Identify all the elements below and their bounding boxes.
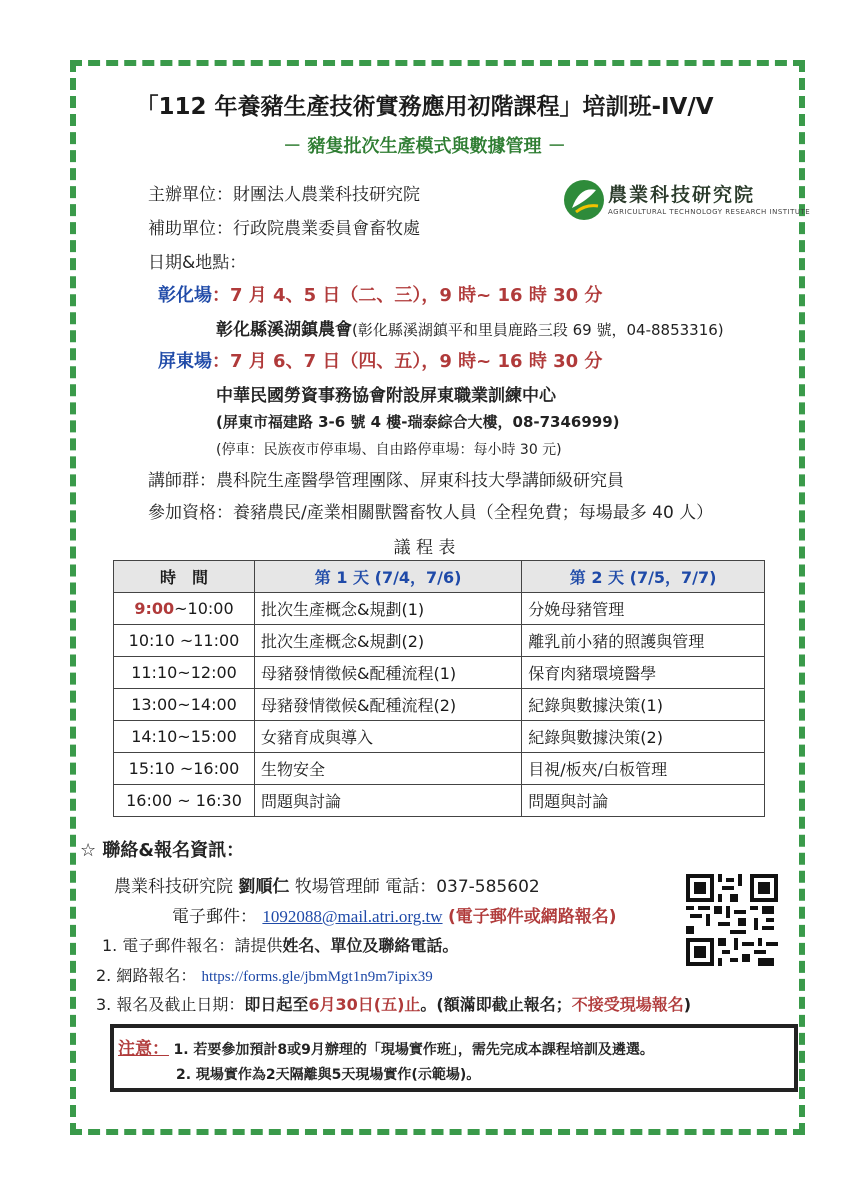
organizer-line: [148, 180, 420, 205]
agenda-title: 議 程 表: [393, 538, 456, 558]
contact-heading: ☆ 聯絡&報名資訊：: [80, 840, 245, 861]
day1-cell: 生物安全: [255, 753, 522, 785]
table-row: [114, 721, 765, 753]
day2-cell: 目視/板夾/白板管理: [522, 753, 765, 785]
notice-line-1: [118, 1034, 654, 1059]
agenda-header-row: [114, 561, 765, 593]
table-row: [114, 625, 765, 657]
changhua-place-detail: (彰化縣溪湖鎮平和里員鹿路三段 69 號，04-8853316): [352, 321, 724, 339]
email-link[interactable]: 1092088@mail.atri.org.tw: [262, 907, 443, 926]
page-subtitle: － 豬隻批次生產模式與數據管理 －: [283, 136, 566, 157]
notice-item-1: 1. 若要參加預計8或9月辦理的「現場實作班」，需先完成本課程培訓及遴選。: [173, 1042, 654, 1058]
eligibility-value: 養豬農民/產業相關獸醫畜牧人員（全程免費；每場最多 40 人）: [233, 503, 714, 523]
signup-item-2: 2. 網路報名： https://forms.gle/jbmMgt1n9m7ipix39: [96, 966, 433, 985]
contact-person: 劉順仁: [238, 877, 290, 897]
time-cell: 11:10~12:00: [114, 657, 255, 689]
atri-logo: [562, 178, 811, 222]
contact-email-line: 電子郵件： 1092088@mail.atri.org.tw (電子郵件或網路報名): [172, 907, 617, 927]
date-place-label: 日期&地點：: [148, 253, 247, 273]
table-row: [114, 689, 765, 721]
table-row: [114, 753, 765, 785]
lecturers-value: 農科院生產醫學管理團隊、屏東科技大學講師級研究員: [216, 471, 624, 491]
email-note: (電子郵件或網路報名): [447, 907, 617, 927]
page-title: 「112 年養豬生產技術實務應用初階課程」培訓班-IV/V: [135, 94, 714, 120]
contact-phone: 電話：037-585602: [385, 877, 540, 897]
time-cell: 14:10~15:00: [114, 721, 255, 753]
day1-cell: 母豬發情徵候&配種流程(1): [255, 657, 522, 689]
day1-cell: 批次生產概念&規劃(1): [255, 593, 522, 625]
contact-person-line: 農業科技研究院 劉順仁 牧場管理師 電話：037-585602: [114, 877, 540, 897]
notice-item-2: 2. 現場實作為2天隔離與5天現場實作(示範場)。: [176, 1067, 481, 1083]
eligibility-line: [148, 498, 713, 523]
lecturers-line: [148, 466, 624, 491]
time-cell: 16:00 ~ 16:30: [114, 785, 255, 817]
day2-cell: 問題與討論: [522, 785, 765, 817]
co-organizer-line: [148, 214, 420, 239]
pingtung-schedule-text: ：7 月 6、7 日（四、五），9 時~ 16 時 30 分: [212, 351, 603, 372]
logo-name: 農業科技研究院: [608, 184, 756, 206]
table-row: [114, 785, 765, 817]
logo-subtitle: AGRICULTURAL TECHNOLOGY RESEARCH INSTITUTE: [608, 208, 811, 216]
organizer-value: 財團法人農業科技研究院: [233, 185, 420, 205]
day2-cell: 離乳前小豬的照護與管理: [522, 625, 765, 657]
time-cell: 13:00~14:00: [114, 689, 255, 721]
time-cell: 15:10 ~16:00: [114, 753, 255, 785]
day1-cell: 問題與討論: [255, 785, 522, 817]
header-day2: 第 2 天 (7/5，7/7): [522, 561, 765, 593]
organizer-label: 主辦單位：: [148, 185, 233, 205]
header-day1: 第 1 天 (7/4，7/6): [255, 561, 522, 593]
table-row: [114, 593, 765, 625]
star-icon: ☆: [80, 840, 97, 861]
day1-cell: 批次生產概念&規劃(2): [255, 625, 522, 657]
day2-cell: 保育肉豬環境醫學: [522, 657, 765, 689]
signup-form-link[interactable]: https://forms.gle/jbmMgt1n9m7ipix39: [201, 969, 433, 985]
changhua-place-name: 彰化縣溪湖鎮農會: [216, 320, 352, 340]
day2-cell: 紀錄與數據決策(2): [522, 721, 765, 753]
changhua-schedule: [158, 281, 602, 307]
signup-item-3: 3. 報名及截止日期：即日起至6月30日(五)止。(額滿即截止報名；不接受現場報名): [96, 995, 692, 1014]
pingtung-parking: (停車：民族夜市停車場、自由路停車場：每小時 30 元): [216, 442, 562, 458]
header-time: 時 間: [114, 561, 255, 593]
table-row: [114, 657, 765, 689]
day1-cell: 女豬育成與導入: [255, 721, 522, 753]
pingtung-place-name: 中華民國勞資事務協會附設屏東職業訓練中心: [216, 386, 556, 406]
time-cell: 9:00~10:00: [114, 593, 255, 625]
signup-item-1: 1. 電子郵件報名：請提供姓名、單位及聯絡電話。: [102, 936, 459, 955]
pingtung-place-detail: (屏東市福建路 3-6 號 4 樓-瑞泰綜合大樓，08-7346999): [216, 413, 620, 431]
co-organizer-value: 行政院農業委員會畜牧處: [233, 219, 420, 239]
agenda-table: [113, 560, 765, 817]
time-cell: 10:10 ~11:00: [114, 625, 255, 657]
qr-code-icon[interactable]: [686, 874, 778, 966]
notice-label: 注意：: [118, 1039, 169, 1059]
pingtung-schedule: [158, 347, 602, 373]
day1-cell: 母豬發情徵候&配種流程(2): [255, 689, 522, 721]
pingtung-venue-label: 屏東場: [158, 351, 212, 372]
lecturers-label: 講師群：: [148, 471, 216, 491]
eligibility-label: 參加資格：: [148, 503, 233, 523]
leaf-logo-icon: [562, 178, 606, 222]
co-organizer-label: 補助單位：: [148, 219, 233, 239]
changhua-schedule-text: ：7 月 4、5 日（二、三），9 時~ 16 時 30 分: [212, 285, 603, 306]
changhua-place: [216, 315, 724, 340]
day2-cell: 紀錄與數據決策(1): [522, 689, 765, 721]
changhua-venue-label: 彰化場: [158, 285, 212, 306]
day2-cell: 分娩母豬管理: [522, 593, 765, 625]
